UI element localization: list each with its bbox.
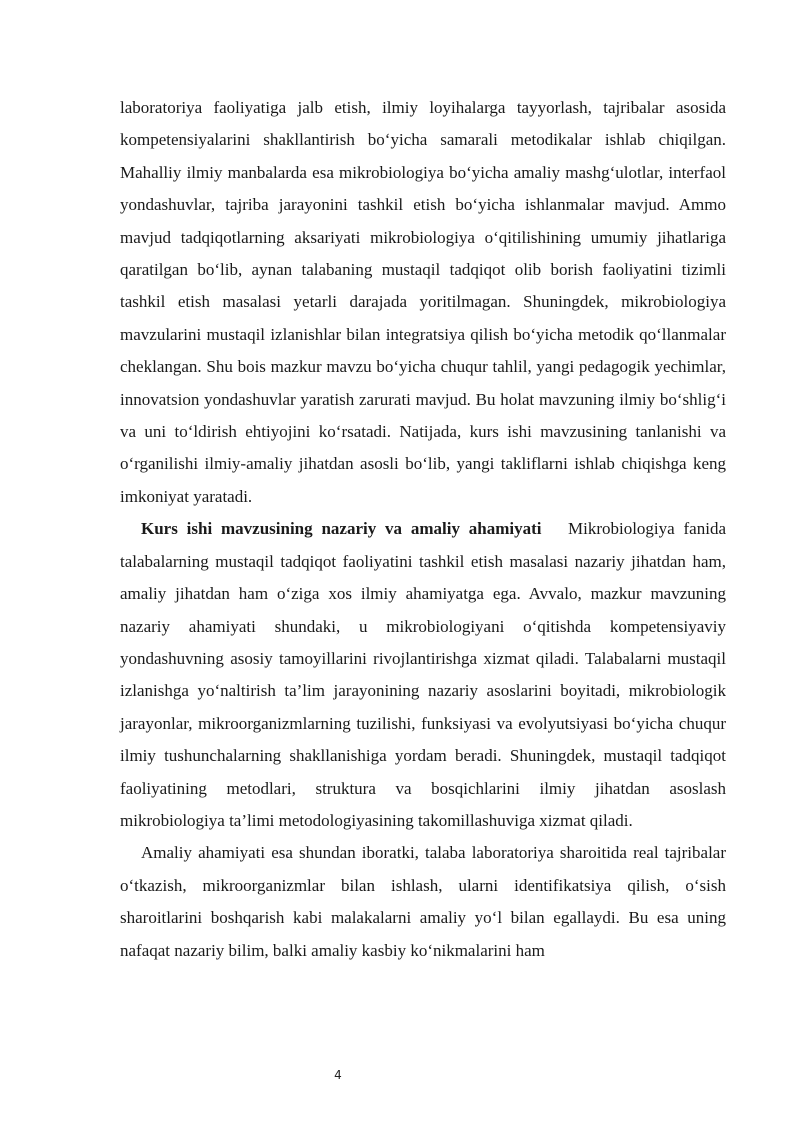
paragraph-practical: Amaliy ahamiyati esa shundan iboratki, talaba laboratoriya sharoitida real tajribalar o‘tkazish, mikroorganizmlar bilan ishlash, ularni identifikatsiya qilish, o‘sish sharoitlarini boshqarish kabi malakalarni amaliy yo‘l bilan egallaydi. Bu esa uning nafaqat nazariy bilim, balki amaliy kasbiy ko‘nikmalarini ham: [120, 843, 726, 960]
paragraph-continuation: laboratoriya faoliyatiga jalb etish, ilmiy loyihalarga tayyorlash, tajribalar asosida kompetensiyalarini shakllantirish bo‘yicha samarali metodikalar ishlab chiqilgan. Mahalliy ilmiy manbalarda esa mikrobiologiya bo‘yicha amaliy mashg‘ulotlar, interfaol yondashuvlar, tajriba jarayonini tashkil etish bo‘yicha ishlanmalar mavjud. Ammo mavjud tadqiqotlarning aksariyati mikrobiologiya o‘qitilishining umumiy jihatlariga qaratilgan bo‘lib, aynan talabaning mustaqil tadqiqot olib borish faoliyatini tizimli tashkil etish masalasi yetarli darajada yoritilmagan. Shuningdek, mikrobiologiya mavzularini mustaqil izlanishlar bilan integratsiya qilish bo‘yicha metodik qo‘llanmalar cheklangan. Shu bois mazkur mavzu bo‘yicha chuqur tahlil, yangi pedagogik yechimlar, innovatsion yondashuvlar yaratish zarurati mavjud. Bu holat mavzuning ilmiy bo‘shlig‘i va uni to‘ldirish ehtiyojini ko‘rsatadi. Natijada, kurs ishi mavzusining tanlanishi va o‘rganilishi ilmiy-amaliy jihatdan asosli bo‘lib, yangi takliflarni ishlab chiqishga keng imkoniyat yaratadi.: [120, 98, 726, 506]
paragraph-section-heading: [120, 513, 726, 837]
section-heading: Kurs ishi mavzusining nazariy va amaliy ahamiyati: [141, 519, 542, 539]
section-heading-body: Mikrobiologiya fanida talabalarning mustaqil tadqiqot faoliyatini tashkil etish masalasi nazariy jihatdan ham, amaliy jihatdan ham o‘ziga xos ilmiy ahamiyatga ega. Avvalo, mazkur mavzuning nazariy ahamiyati shundaki, u mikrobiologiyani o‘qitishda kompetensiyaviy yondashuvning asosiy tamoyillarini rivojlantirishga xizmat qiladi. Talabalarni mustaqil izlanishga yo‘naltirish ta’lim jarayonining nazariy asoslarini boyitadi, mikrobiologik jarayonlar, mikroorganizmlarning tuzilishi, funksiyasi va evolyutsiyasi bo‘yicha chuqur ilmiy tushunchalarning shakllanishiga yordam beradi. Shuningdek, mustaqil tadqiqot faoliyatining metodlari, struktura va bosqichlarini ilmiy jihatdan asoslash mikrobiologiya ta’limi metodologiyasining takomillashuviga xizmat qiladi.: [120, 519, 726, 830]
body-text: [120, 92, 726, 967]
page-number: 4: [334, 1068, 342, 1082]
